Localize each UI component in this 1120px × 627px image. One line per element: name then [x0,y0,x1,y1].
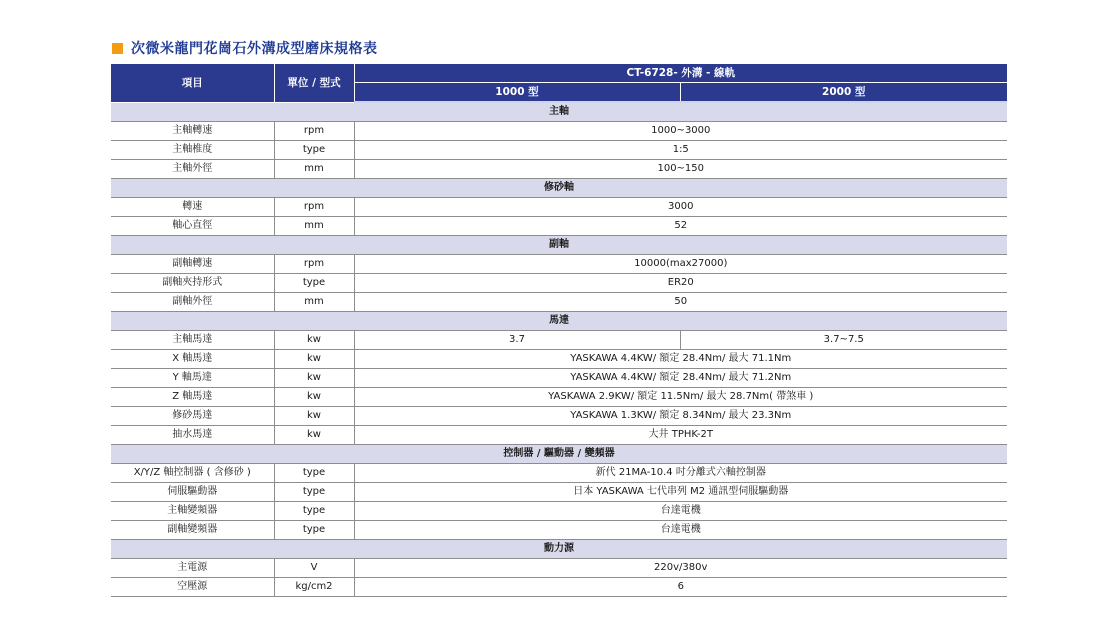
value-cell: YASKAWA 4.4KW/ 額定 28.4Nm/ 最大 71.2Nm [354,369,1007,388]
unit-cell: kw [274,369,354,388]
item-cell: 主軸轉速 [111,122,274,141]
unit-cell: kw [274,426,354,445]
item-cell: 修砂馬達 [111,407,274,426]
table-row [111,426,1007,445]
table-row [111,293,1007,312]
table-header [111,64,1007,102]
value-cell: 新代 21MA-10.4 吋分離式六軸控制器 [354,464,1007,483]
section-title: 馬達 [111,312,1007,331]
value-cell: 10000(max27000) [354,255,1007,274]
unit-cell: kw [274,350,354,369]
item-cell: 軸心直徑 [111,217,274,236]
header-unit: 單位 / 型式 [274,64,354,102]
table-row [111,388,1007,407]
item-cell: 副軸夾持形式 [111,274,274,293]
unit-cell: kw [274,331,354,350]
unit-cell: mm [274,293,354,312]
title-block [112,38,378,58]
value-cell: 日本 YASKAWA 七代串列 M2 通訊型伺服驅動器 [354,483,1007,502]
table-row [111,255,1007,274]
table-row [111,198,1007,217]
item-cell: 抽水馬達 [111,426,274,445]
section-title: 動力源 [111,540,1007,559]
value-cell: 50 [354,293,1007,312]
value-cell-1000: 3.7 [354,331,680,350]
value-cell: 6 [354,578,1007,597]
value-cell: 台達電機 [354,502,1007,521]
table-row [111,160,1007,179]
item-cell: 空壓源 [111,578,274,597]
value-cell: 100~150 [354,160,1007,179]
unit-cell: mm [274,217,354,236]
section-row [111,445,1007,464]
value-cell: ER20 [354,274,1007,293]
item-cell: 副軸轉速 [111,255,274,274]
item-cell: 主軸椎度 [111,141,274,160]
table-row [111,274,1007,293]
header-model: CT-6728- 外溝 - 線軌 [354,64,1007,83]
section-title: 控制器 / 驅動器 / 變頻器 [111,445,1007,464]
value-cell: 台達電機 [354,521,1007,540]
section-row [111,102,1007,122]
table-row [111,122,1007,141]
item-cell: X 軸馬達 [111,350,274,369]
unit-cell: type [274,141,354,160]
spec-table [111,64,1007,597]
unit-cell: rpm [274,198,354,217]
table-row [111,521,1007,540]
table-body [111,102,1007,597]
header-type-a: 1000 型 [354,83,680,103]
table-row [111,464,1007,483]
section-row [111,312,1007,331]
table-row [111,141,1007,160]
unit-cell: type [274,502,354,521]
page-title: 次微米龍門花崗石外溝成型磨床規格表 [131,41,378,57]
unit-cell: type [274,464,354,483]
header-item: 項目 [111,64,274,102]
orange-square-icon [112,43,123,54]
unit-cell: rpm [274,122,354,141]
value-cell: 1:5 [354,141,1007,160]
unit-cell: type [274,274,354,293]
unit-cell: kw [274,388,354,407]
table-row [111,217,1007,236]
value-cell: 52 [354,217,1007,236]
table-row [111,559,1007,578]
table-row [111,331,1007,350]
item-cell: 主軸變頻器 [111,502,274,521]
unit-cell: kw [274,407,354,426]
item-cell: 副軸外徑 [111,293,274,312]
section-row [111,236,1007,255]
value-cell: 3000 [354,198,1007,217]
item-cell: 副軸變頻器 [111,521,274,540]
unit-cell: rpm [274,255,354,274]
unit-cell: type [274,483,354,502]
table-row [111,369,1007,388]
section-row [111,540,1007,559]
section-title: 副軸 [111,236,1007,255]
item-cell: Y 軸馬達 [111,369,274,388]
item-cell: 主軸外徑 [111,160,274,179]
item-cell: 轉速 [111,198,274,217]
value-cell: 220v/380v [354,559,1007,578]
unit-cell: type [274,521,354,540]
value-cell: 1000~3000 [354,122,1007,141]
table-row [111,502,1007,521]
unit-cell: V [274,559,354,578]
table-row [111,578,1007,597]
header-type-b: 2000 型 [680,83,1007,103]
unit-cell: kg/cm2 [274,578,354,597]
item-cell: X/Y/Z 軸控制器 ( 含修砂 ) [111,464,274,483]
value-cell-2000: 3.7~7.5 [680,331,1007,350]
value-cell: 大井 TPHK-2T [354,426,1007,445]
table-row [111,483,1007,502]
item-cell: Z 軸馬達 [111,388,274,407]
item-cell: 主軸馬達 [111,331,274,350]
value-cell: YASKAWA 2.9KW/ 額定 11.5Nm/ 最大 28.7Nm( 帶煞車 ) [354,388,1007,407]
value-cell: YASKAWA 4.4KW/ 額定 28.4Nm/ 最大 71.1Nm [354,350,1007,369]
value-cell: YASKAWA 1.3KW/ 額定 8.34Nm/ 最大 23.3Nm [354,407,1007,426]
item-cell: 主電源 [111,559,274,578]
section-row [111,179,1007,198]
item-cell: 伺服驅動器 [111,483,274,502]
table-row [111,350,1007,369]
unit-cell: mm [274,160,354,179]
section-title: 修砂軸 [111,179,1007,198]
table-row [111,407,1007,426]
section-title: 主軸 [111,102,1007,122]
